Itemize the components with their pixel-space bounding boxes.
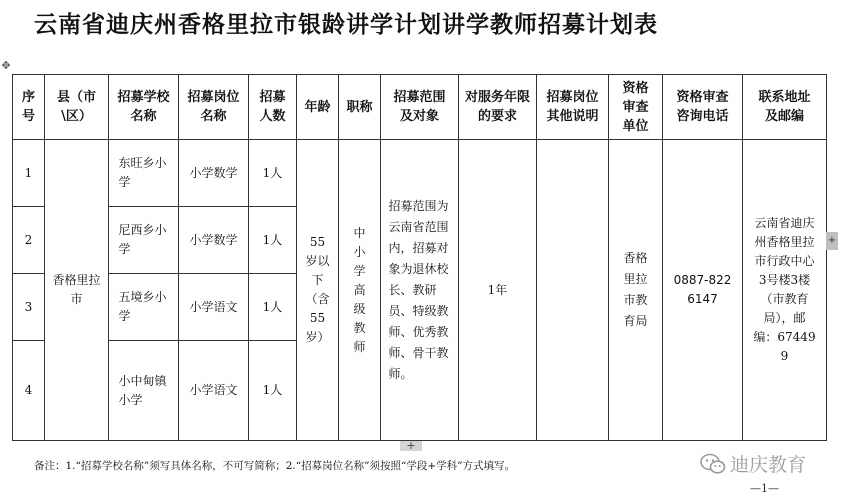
header-no: 序号 (21, 90, 35, 124)
header-scope: 招募范围及对象 (393, 90, 446, 124)
header-review-unit: 资格审查单位 (622, 80, 649, 134)
phone-cell (663, 140, 743, 441)
header-title-req: 职称 (346, 99, 373, 115)
header-cell (45, 75, 109, 140)
row-no: 3 (24, 299, 33, 314)
table-row (13, 140, 827, 207)
table-expand-tab-icon[interactable]: + (400, 441, 422, 451)
header-other-notes: 招募岗位其他说明 (546, 90, 599, 124)
service-years-value: 1年 (487, 282, 508, 297)
school-name: 小中甸镇小学 (118, 373, 167, 407)
school-name: 五境乡小学 (118, 290, 167, 323)
position-cell (179, 341, 249, 441)
header-cell (609, 75, 663, 140)
header-count: 招募人数 (259, 90, 286, 124)
position-name: 小学语文 (189, 299, 238, 314)
scope-cell (381, 140, 459, 441)
age-value: 55岁以下（含55岁） (305, 235, 330, 344)
position-name: 小学数学 (189, 232, 238, 247)
row-no-cell (13, 207, 45, 274)
address-value: 云南省迪庆州香格里拉市行政中心3号楼3楼（市教育局），邮编：674499 (753, 216, 816, 363)
table-header-row (13, 75, 827, 140)
title-req-value: 中小学高级教师 (353, 225, 366, 354)
table-side-resize-tab-icon[interactable]: + (826, 232, 838, 250)
school-cell (109, 140, 179, 207)
header-address: 联系地址及邮编 (758, 90, 811, 124)
school-cell (109, 341, 179, 441)
service-years-cell (459, 140, 537, 441)
count-cell (249, 140, 297, 207)
count-cell (249, 274, 297, 341)
header-cell (339, 75, 381, 140)
position-name: 小学数学 (189, 165, 238, 180)
review-unit-cell (609, 140, 663, 441)
phone-value: 0887-8226147 (673, 273, 732, 306)
watermark (700, 450, 806, 477)
header-cell (459, 75, 537, 140)
header-cell (179, 75, 249, 140)
header-cell (109, 75, 179, 140)
recruitment-table (12, 74, 827, 441)
header-phone: 资格审查咨询电话 (676, 90, 729, 124)
row-no-cell (13, 274, 45, 341)
position-cell (179, 207, 249, 274)
recruit-count: 1人 (262, 165, 283, 180)
header-cell (297, 75, 339, 140)
row-no: 4 (24, 383, 33, 397)
table-move-handle-icon[interactable]: ✥ (1, 59, 11, 72)
row-no: 1 (24, 165, 33, 180)
watermark-text: 迪庆教育 (730, 454, 807, 476)
header-cell (249, 75, 297, 140)
recruit-count: 1人 (262, 299, 283, 314)
page-number: —1— (750, 482, 779, 495)
count-cell (249, 207, 297, 274)
header-age: 年龄 (304, 99, 331, 115)
header-cell (663, 75, 743, 140)
header-school: 招募学校名称 (117, 90, 170, 124)
review-unit-value: 香格里拉市教育局 (623, 251, 648, 328)
school-cell (109, 274, 179, 341)
header-cell (381, 75, 459, 140)
school-cell (109, 207, 179, 274)
scope-value: 招募范围为云南省范围内，招募对象为退休校长、教研员、特级教师、优秀教师、骨干教师。 (388, 198, 449, 381)
footnote: 备注：1.“招募学校名称”须写具体名称，不可写简称；2.“招募岗位名称”须按照“学段+学科”方式填写。 (34, 460, 516, 472)
document-title: 云南省迪庆州香格里拉市银龄讲学计划讲学教师招募计划表 (34, 11, 658, 38)
count-cell (249, 341, 297, 441)
header-cell (743, 75, 827, 140)
age-cell (297, 140, 339, 441)
county-cell (45, 140, 109, 441)
row-no-cell (13, 140, 45, 207)
header-position: 招募岗位名称 (187, 90, 240, 124)
row-no-cell (13, 341, 45, 441)
recruit-count: 1人 (262, 232, 283, 247)
school-name: 东旺乡小学 (118, 156, 167, 189)
position-name: 小学语文 (189, 383, 238, 397)
wechat-logo-icon (700, 453, 726, 475)
position-cell (179, 274, 249, 341)
row-no: 2 (24, 232, 33, 247)
school-name: 尼西乡小学 (118, 223, 167, 256)
recruit-count: 1人 (262, 383, 283, 397)
position-cell (179, 140, 249, 207)
header-county: 县（市\区） (56, 90, 96, 124)
other-notes-cell (537, 140, 609, 441)
address-cell (743, 140, 827, 441)
header-service-years: 对服务年限的要求 (464, 90, 530, 124)
header-cell (13, 75, 45, 140)
title-req-cell (339, 140, 381, 441)
county-value: 香格里拉市 (52, 273, 101, 306)
header-cell (537, 75, 609, 140)
